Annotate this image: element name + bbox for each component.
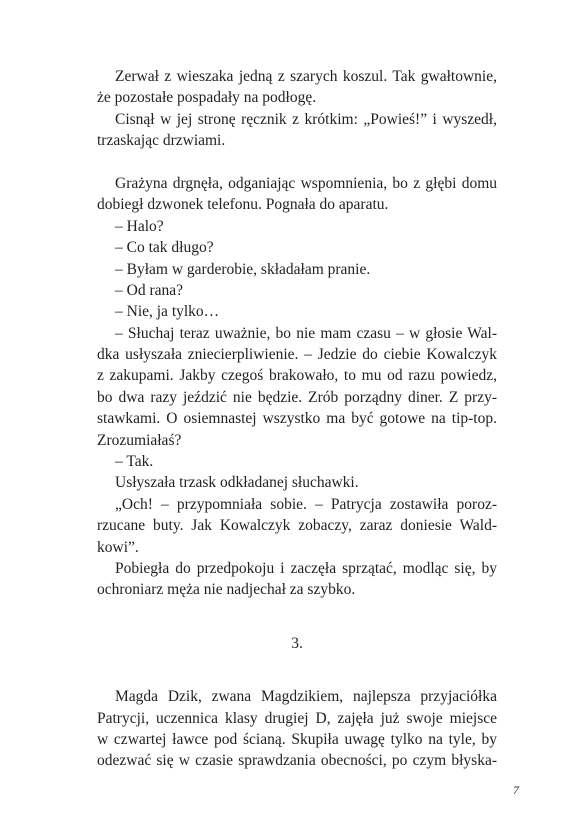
text-line: Grażyna drgnęła, odganiając wspomnienia, bo z głębi domu bbox=[115, 174, 497, 192]
text-line: Usłyszała trzask odkładanej słuchawki. bbox=[115, 474, 359, 492]
text-line: dka usłyszała zniecierpliwienie. – Jedzie do ciebie Kowalczyk bbox=[97, 346, 497, 364]
text-line: ochroniarz męża nie nadjechał za szybko. bbox=[97, 581, 356, 599]
text-line: dobiegł dzwonek telefonu. Pognała do aparatu. bbox=[97, 196, 389, 214]
text-line: – Co tak długo? bbox=[115, 239, 214, 257]
section-gap bbox=[97, 654, 497, 686]
text-line: trzaskając drzwiami. bbox=[97, 132, 226, 150]
text-block bbox=[97, 66, 497, 772]
text-line: – Halo? bbox=[115, 217, 164, 235]
text-line: z zakupami. Jakby czegoś brakowało, to mu od razu powiedz, bbox=[97, 367, 497, 385]
text-line: bo dwa razy jeździć nie będzie. Zrób porządny diner. Z przy- bbox=[97, 388, 497, 406]
text-line: odezwać się w czasie sprawdzania obecności, po czym błyska- bbox=[97, 752, 497, 770]
paragraph-gap bbox=[97, 152, 497, 173]
text-line: – Tak. bbox=[115, 453, 154, 471]
text-line: Cisnął w jej stronę ręcznik z krótkim: „Powieś!” i wyszedł, bbox=[115, 110, 497, 128]
text-line: Patrycji, uczennica klasy drugiej D, zajęła już swoje miejsce bbox=[97, 709, 497, 727]
text-line: – Nie, ja tylko… bbox=[115, 303, 220, 321]
text-line: Zrozumiałaś? bbox=[97, 431, 182, 449]
text-line: „Och! – przypomniała sobie. – Patrycja zostawiła poroz- bbox=[115, 495, 497, 513]
section-gap bbox=[97, 601, 497, 633]
text-line: rzucane buty. Jak Kowalczyk zobaczy, zaraz doniesie Wald- bbox=[97, 517, 497, 535]
text-line: – Słuchaj teraz uważnie, bo nie mam czasu – w głosie Wal- bbox=[115, 324, 497, 342]
chapter-heading: 3. bbox=[291, 634, 303, 652]
text-line: – Byłam w garderobie, składałam pranie. bbox=[115, 260, 371, 278]
text-line: że pozostałe pospadały na podłogę. bbox=[97, 89, 317, 107]
text-line: w czwartej ławce pod ścianą. Skupiła uwagę tylko na tyle, by bbox=[97, 730, 497, 748]
page-number: 7 bbox=[513, 783, 519, 797]
text-line: Zerwał z wieszaka jedną z szarych koszul. Tak gwałtownie, bbox=[115, 68, 497, 85]
text-line: Pobiegła do przedpokoju i zaczęła sprzątać, modląc się, by bbox=[115, 559, 497, 577]
text-line: – Od rana? bbox=[115, 281, 183, 299]
text-line: stawkami. O osiemnastej wszystko ma być gotowe na tip-top. bbox=[97, 410, 497, 428]
body-text bbox=[97, 66, 497, 601]
text-line: Magda Dzik, zwana Magdzikiem, najlepsza przyjaciółka bbox=[115, 688, 497, 706]
text-line: kowi”. bbox=[97, 538, 139, 556]
chapter-text bbox=[97, 686, 497, 772]
